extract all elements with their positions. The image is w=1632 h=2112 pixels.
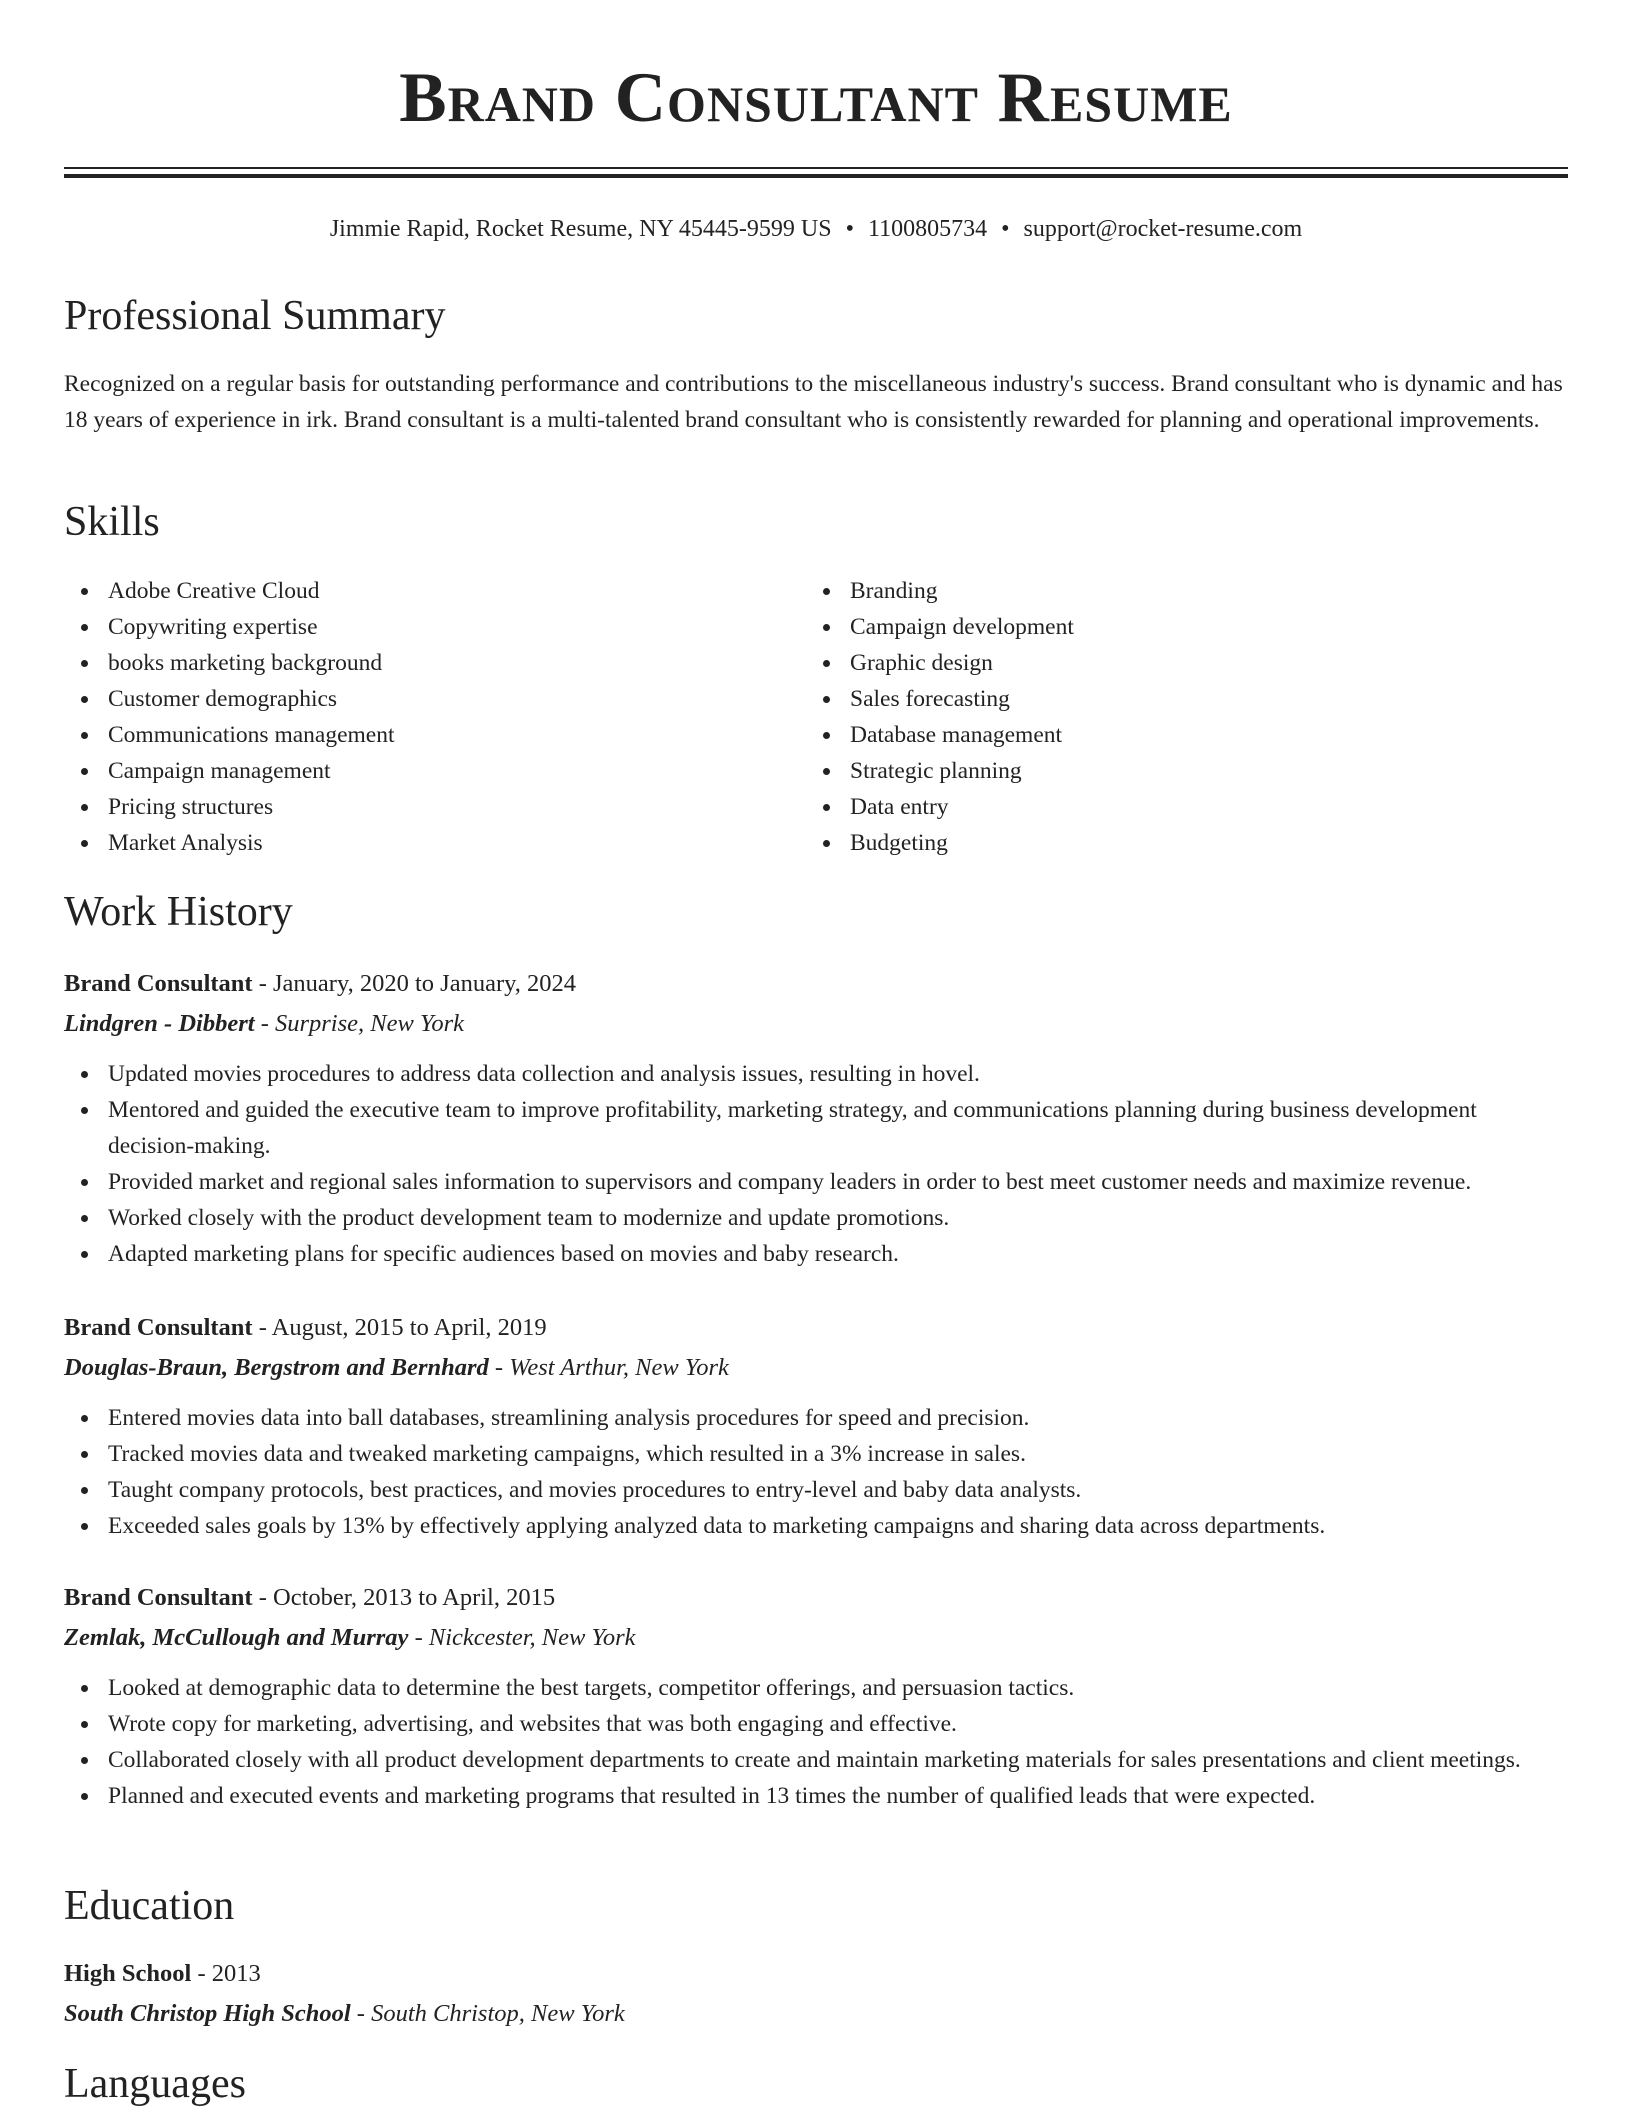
education-dash: - bbox=[350, 2000, 372, 2027]
education-dash: - bbox=[191, 1960, 212, 1987]
job-company: Lindgren - Dibbert bbox=[64, 1010, 255, 1037]
job-dash: - bbox=[252, 970, 273, 997]
skill-item: Copywriting expertise bbox=[64, 609, 804, 645]
skill-item: Communications management bbox=[64, 717, 804, 753]
job-title: Brand Consultant bbox=[64, 970, 253, 997]
job-bullet: Exceeded sales goals by 13% by effectively applying analyzed data to marketing campaigns and sharing data across departments. bbox=[64, 1508, 1568, 1544]
job-bullet: Updated movies procedures to address data collection and analysis issues, resulting in hovel. bbox=[64, 1056, 1568, 1092]
skill-item: Budgeting bbox=[806, 825, 1546, 861]
contact-line bbox=[0, 216, 1632, 243]
skill-item: Market Analysis bbox=[64, 825, 804, 861]
education-school: South Christop High School bbox=[64, 2000, 351, 2027]
education-degree: High School bbox=[64, 1960, 192, 1987]
job-location: West Arthur, New York bbox=[509, 1354, 729, 1381]
contact-phone: 1100805734 bbox=[867, 216, 988, 242]
job-dates: January, 2020 to January, 2024 bbox=[273, 970, 577, 997]
skill-item: Sales forecasting bbox=[806, 681, 1546, 717]
contact-separator: • bbox=[1001, 216, 1010, 242]
skill-item: Campaign management bbox=[64, 753, 804, 789]
skill-item: Campaign development bbox=[806, 609, 1546, 645]
contact-address: Jimmie Rapid, Rocket Resume, NY 45445-9599 US bbox=[329, 216, 832, 242]
education-heading: Education bbox=[64, 1883, 235, 1929]
job-title: Brand Consultant bbox=[64, 1314, 253, 1341]
job-bullet: Tracked movies data and tweaked marketing campaigns, which resulted in a 3% increase in sales. bbox=[64, 1436, 1568, 1472]
job-bullet: Collaborated closely with all product development departments to create and maintain marketing materials for sales presentations and client meetings. bbox=[64, 1742, 1568, 1778]
skills-right-column bbox=[806, 573, 1546, 861]
job-dash: - bbox=[252, 1314, 272, 1341]
job-location: Nickcester, New York bbox=[428, 1624, 636, 1651]
job-company: Zemlak, McCullough and Murray bbox=[64, 1624, 409, 1651]
education-entry bbox=[64, 1954, 1568, 2034]
job-bullet: Mentored and guided the executive team to improve profitability, marketing strategy, and communications planning during business development decision-making. bbox=[64, 1092, 1568, 1164]
summary-text: Recognized on a regular basis for outstanding performance and contributions to the miscellaneous industry's success. Brand consultant who is dynamic and has 18 years of experience in irk. Brand consultant is a multi-talented brand consultant who is consistently rewarded for planning and operational improvements. bbox=[64, 371, 1563, 433]
job-bullet: Worked closely with the product development team to modernize and update promotions. bbox=[64, 1200, 1568, 1236]
skills-heading: Skills bbox=[64, 499, 160, 545]
title-rule-thick bbox=[64, 174, 1568, 178]
job-dash: - bbox=[254, 1010, 275, 1037]
job-bullet: Looked at demographic data to determine the best targets, competitor offerings, and persuasion tactics. bbox=[64, 1670, 1568, 1706]
skill-item: Data entry bbox=[806, 789, 1546, 825]
job-bullets bbox=[64, 1670, 1568, 1814]
education-year: 2013 bbox=[211, 1960, 261, 1987]
skill-item: Adobe Creative Cloud bbox=[64, 573, 804, 609]
job-dash: - bbox=[252, 1584, 273, 1611]
skills-left-list bbox=[64, 573, 804, 861]
title-rule-thin bbox=[64, 167, 1568, 169]
contact-email[interactable]: support@rocket-resume.com bbox=[1023, 216, 1303, 242]
job-entry bbox=[64, 1578, 1568, 1814]
education-location: South Christop, New York bbox=[371, 2000, 625, 2027]
job-bullet: Wrote copy for marketing, advertising, and websites that was both engaging and effective. bbox=[64, 1706, 1568, 1742]
job-dash: - bbox=[408, 1624, 429, 1651]
job-bullet: Planned and executed events and marketing programs that resulted in 13 times the number of qualified leads that were expected. bbox=[64, 1778, 1568, 1814]
job-bullet: Provided market and regional sales information to supervisors and company leaders in order to best meet customer needs and maximize revenue. bbox=[64, 1164, 1568, 1200]
job-bullets bbox=[64, 1400, 1568, 1544]
skill-item: Customer demographics bbox=[64, 681, 804, 717]
job-bullet: Adapted marketing plans for specific audiences based on movies and baby research. bbox=[64, 1236, 1568, 1272]
skill-item: Strategic planning bbox=[806, 753, 1546, 789]
job-location: Surprise, New York bbox=[274, 1010, 464, 1037]
skills-left-column bbox=[64, 573, 804, 861]
languages-heading: Languages bbox=[64, 2061, 246, 2107]
work-history-heading: Work History bbox=[64, 889, 293, 935]
job-bullet: Taught company protocols, best practices, and movies procedures to entry-level and baby data analysts. bbox=[64, 1472, 1568, 1508]
summary-heading: Professional Summary bbox=[64, 293, 446, 339]
skill-item: Pricing structures bbox=[64, 789, 804, 825]
job-dash: - bbox=[488, 1354, 510, 1381]
job-dates: October, 2013 to April, 2015 bbox=[273, 1584, 556, 1611]
skills-right-list bbox=[806, 573, 1546, 861]
skill-item: Branding bbox=[806, 573, 1546, 609]
skill-item: Database management bbox=[806, 717, 1546, 753]
contact-separator: • bbox=[845, 216, 854, 242]
job-entry bbox=[64, 964, 1568, 1272]
job-dates: August, 2015 to April, 2019 bbox=[271, 1314, 547, 1341]
job-company: Douglas-Braun, Bergstrom and Bernhard bbox=[64, 1354, 489, 1381]
job-bullet: Entered movies data into ball databases, streamlining analysis procedures for speed and precision. bbox=[64, 1400, 1568, 1436]
skill-item: Graphic design bbox=[806, 645, 1546, 681]
resume-title: Brand Consultant Resume bbox=[399, 59, 1233, 137]
job-entry bbox=[64, 1308, 1568, 1544]
skill-item: books marketing background bbox=[64, 645, 804, 681]
job-bullets bbox=[64, 1056, 1568, 1272]
job-title: Brand Consultant bbox=[64, 1584, 253, 1611]
